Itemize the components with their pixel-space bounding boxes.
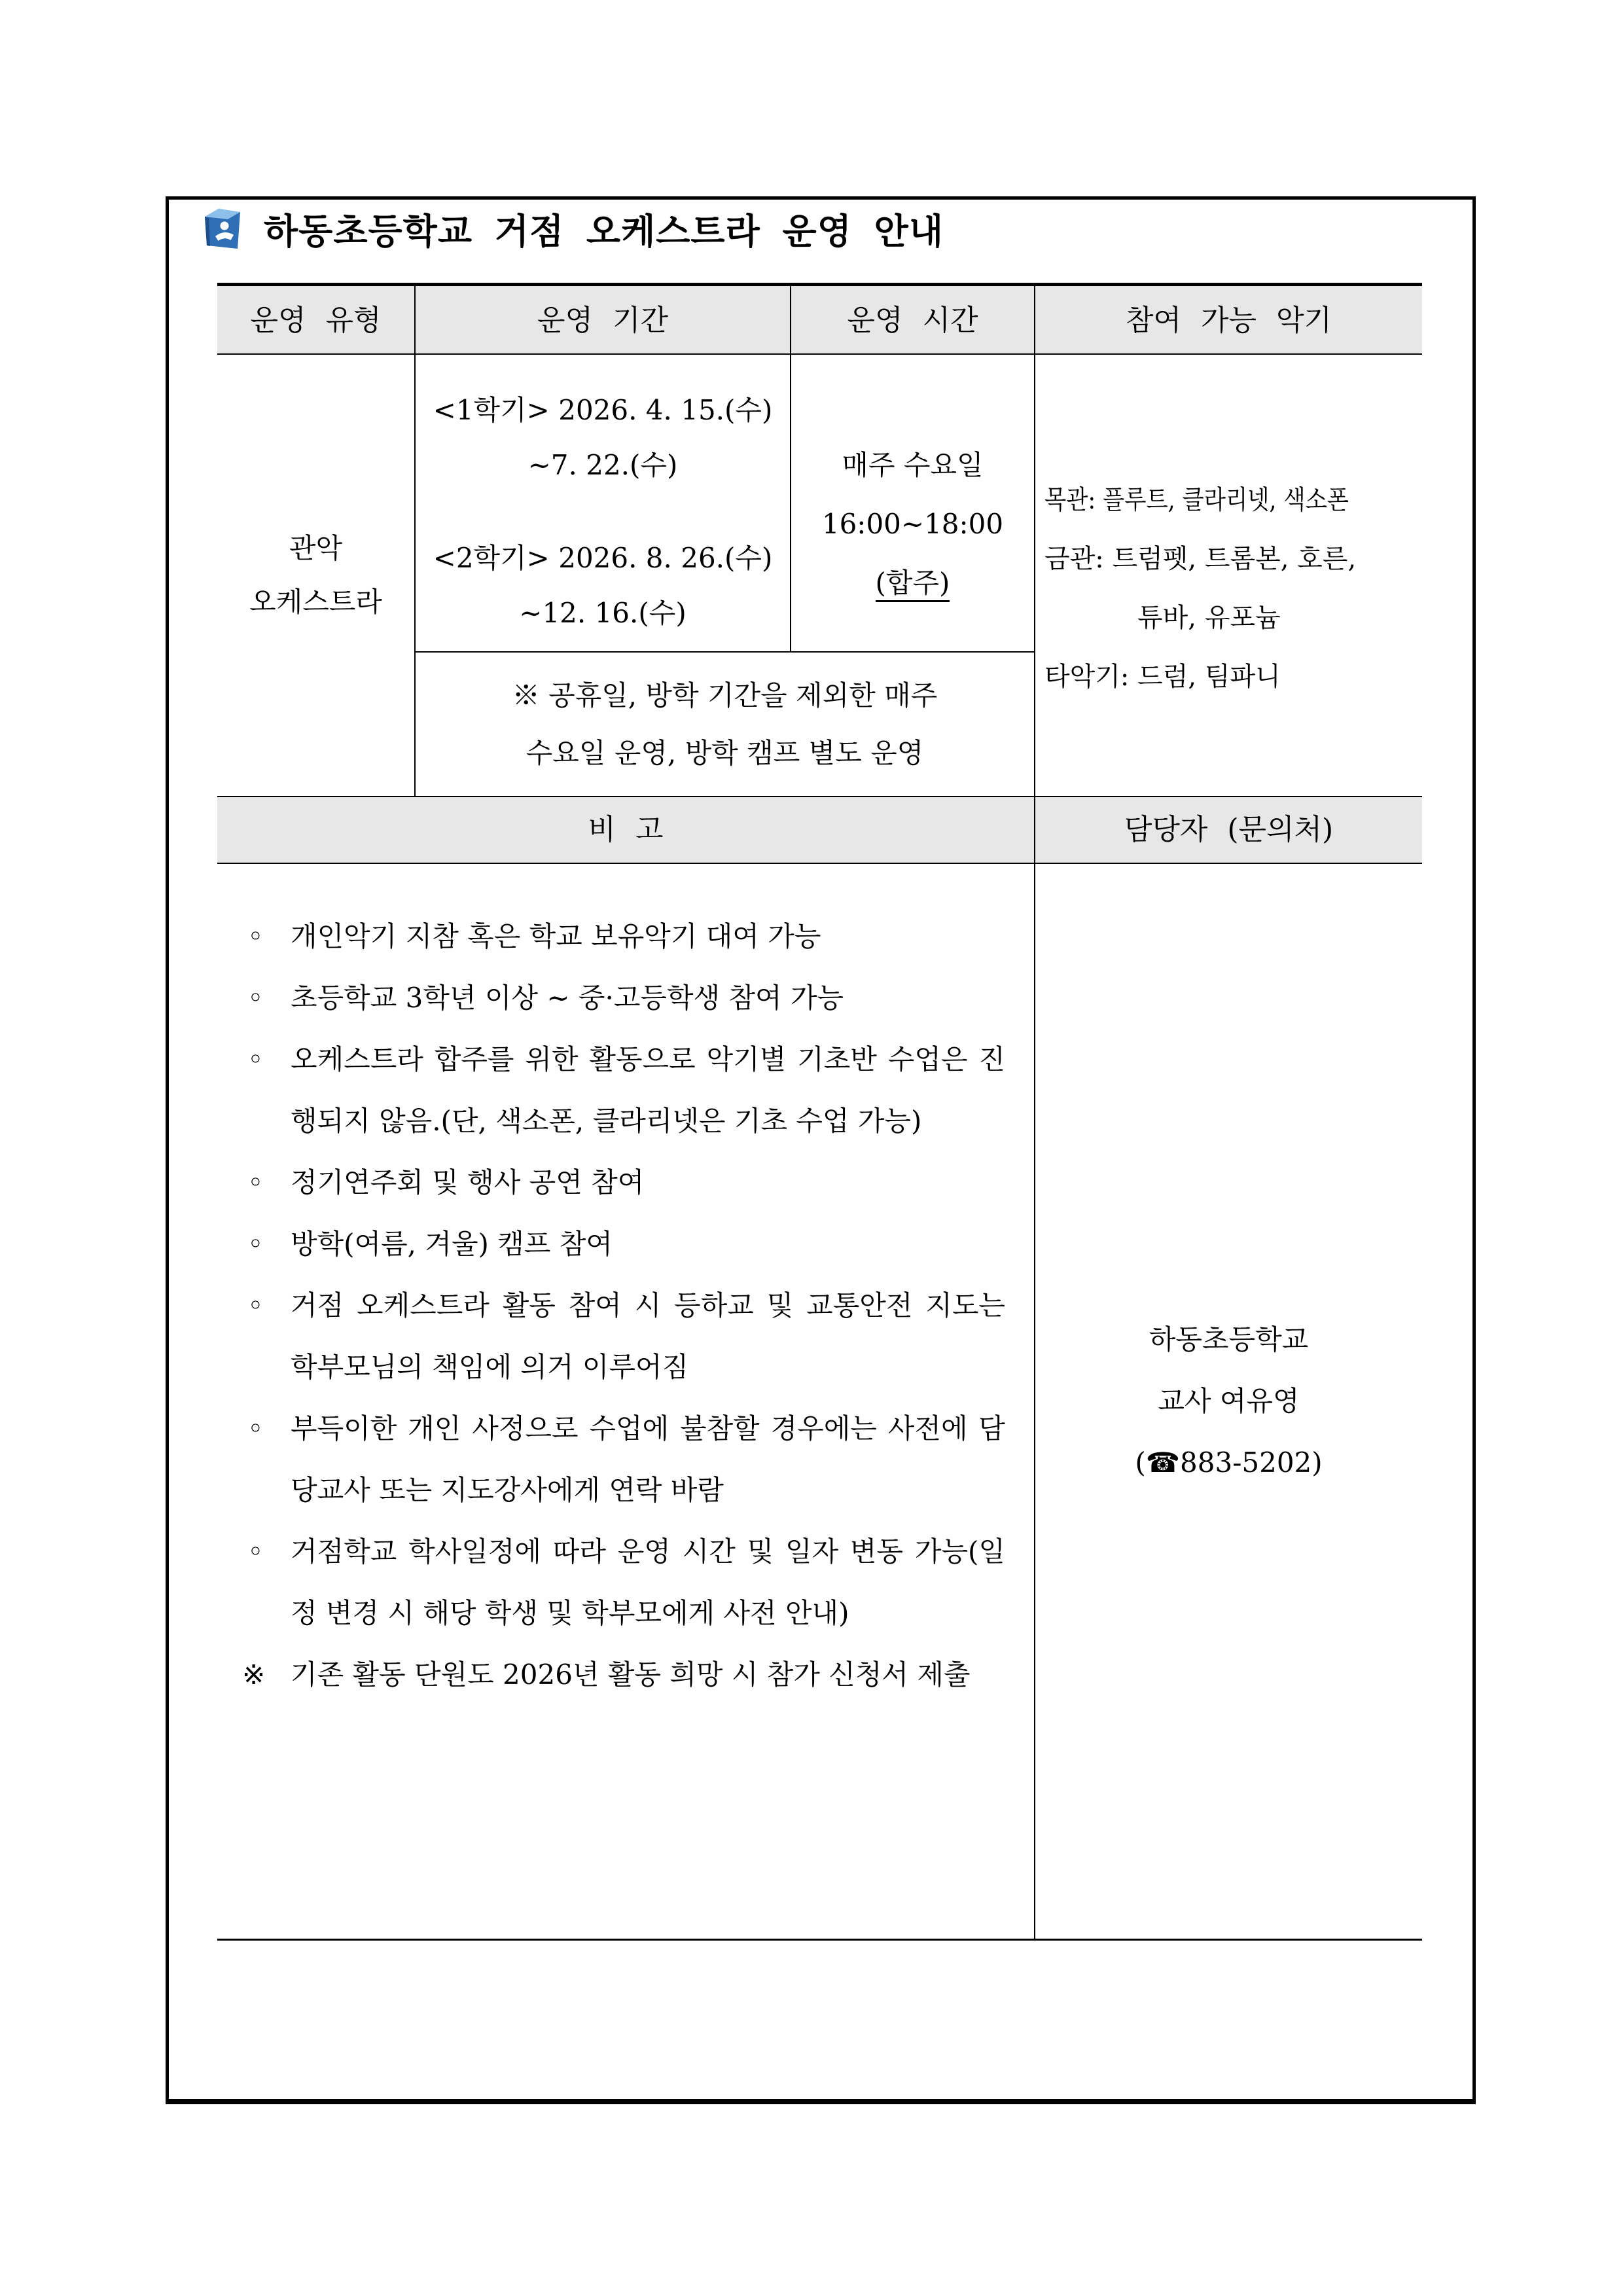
cell-operation-period: [414, 355, 790, 653]
remark-text: 부득이한 개인 사정으로 수업에 불참할 경우에는 사전에 담당교사 또는 지도강사에게 연락 바람: [291, 1412, 1005, 1506]
remark-item: [247, 1521, 1005, 1644]
bullet-icon: ◦: [247, 1289, 264, 1321]
header-operation-period: 운영 기간: [414, 286, 790, 355]
blue-cube-person-icon: [198, 206, 244, 253]
operation-type-line1: 관악: [289, 532, 343, 564]
cell-available-instruments: [1034, 355, 1422, 797]
cell-contact: [1034, 864, 1422, 1939]
instruments-brass-line1: 금관: 트럼펫, 트롬본, 호른,: [1044, 544, 1357, 574]
remark-text: 초등학교 3학년 이상 ~ 중·고등학생 참여 가능: [291, 982, 844, 1014]
header-operation-time: 운영 시간: [790, 286, 1034, 355]
remark-item: [247, 1275, 1005, 1398]
remark-item-reference: [242, 1644, 1005, 1706]
title-row: [198, 204, 944, 254]
header-available-instruments: 참여 가능 악기: [1034, 286, 1422, 355]
instruments-brass-line2: 튜바, 유포늄: [1137, 603, 1281, 633]
bullet-icon: ◦: [247, 1043, 264, 1075]
operation-time-line2: 16:00~18:00: [821, 507, 1004, 540]
bullet-icon: ◦: [247, 1412, 264, 1444]
semester1-dates-line2: ~7. 22.(수): [527, 448, 678, 481]
remark-item: [247, 1398, 1005, 1521]
contact-teacher-name: 교사 여유영: [1158, 1385, 1300, 1417]
bullet-icon: ◦: [247, 1535, 264, 1568]
header-remarks: 비 고: [217, 797, 1034, 864]
cell-operation-type: [217, 355, 414, 797]
cell-operation-time: [790, 355, 1034, 653]
orchestra-info-table: [217, 283, 1422, 1941]
contact-school-name: 하동초등학교: [1149, 1323, 1309, 1355]
remark-item: [247, 1152, 1005, 1213]
header-operation-type: 운영 유형: [217, 286, 414, 355]
holiday-note-line1: ※ 공휴일, 방학 기간을 제외한 매주: [512, 679, 938, 711]
ensemble-underlined-text: (합주): [876, 567, 950, 602]
operation-type-line2: 오케스트라: [249, 586, 382, 618]
bullet-icon: ◦: [247, 1228, 264, 1260]
cell-remarks: [217, 864, 1034, 1939]
bullet-icon: ◦: [247, 982, 264, 1014]
page-border-box: [166, 196, 1476, 2104]
remark-text: 기존 활동 단원도 2026년 활동 희망 시 참가 신청서 제출: [291, 1659, 971, 1691]
semester1-dates-line1: <1학기> 2026. 4. 15.(수): [433, 393, 773, 426]
page-title: 하동초등학교 거점 오케스트라 운영 안내: [264, 210, 944, 252]
remark-text: 오케스트라 합주를 위한 활동으로 악기별 기초반 수업은 진행되지 않음.(단, 색소폰, 클라리넷은 기초 수업 가능): [291, 1043, 1005, 1137]
bullet-icon: ◦: [247, 920, 264, 952]
header-contact: 담당자 (문의처): [1034, 797, 1422, 864]
remark-text: 개인악기 지참 혹은 학교 보유악기 대여 가능: [291, 920, 821, 952]
remark-text: 거점 오케스트라 활동 참여 시 등하교 및 교통안전 지도는 학부모님의 책임에 의거 이루어짐: [291, 1289, 1005, 1383]
remark-text: 정기연주회 및 행사 공연 참여: [291, 1166, 645, 1198]
remark-text: 거점학교 학사일정에 따라 운영 시간 및 일자 변동 가능(일정 변경 시 해당 학생 및 학부모에게 사전 안내): [291, 1535, 1005, 1629]
holiday-note-line2: 수요일 운영, 방학 캠프 별도 운영: [526, 736, 924, 769]
instruments-woodwind-line: 목관: 플루트, 클라리넷, 색소폰: [1044, 485, 1349, 515]
reference-mark-icon: ※: [242, 1659, 266, 1691]
bullet-icon: ◦: [247, 1166, 264, 1198]
remark-item: [247, 906, 1005, 967]
operation-time-line1: 매주 수요일: [842, 448, 984, 481]
remark-item: [247, 967, 1005, 1029]
operation-time-line3: [876, 554, 950, 613]
contact-phone-number: (☎883-5202): [1135, 1446, 1323, 1479]
remark-item: [247, 1213, 1005, 1275]
semester2-dates-line2: ~12. 16.(수): [519, 596, 687, 629]
instruments-percussion-line: 타악기: 드럼, 팀파니: [1044, 662, 1281, 692]
semester2-dates-line1: <2학기> 2026. 8. 26.(수): [433, 541, 773, 574]
remark-text: 방학(여름, 겨울) 캠프 참여: [291, 1228, 613, 1260]
cell-holiday-note: [414, 653, 1034, 797]
remark-item: [247, 1029, 1005, 1152]
